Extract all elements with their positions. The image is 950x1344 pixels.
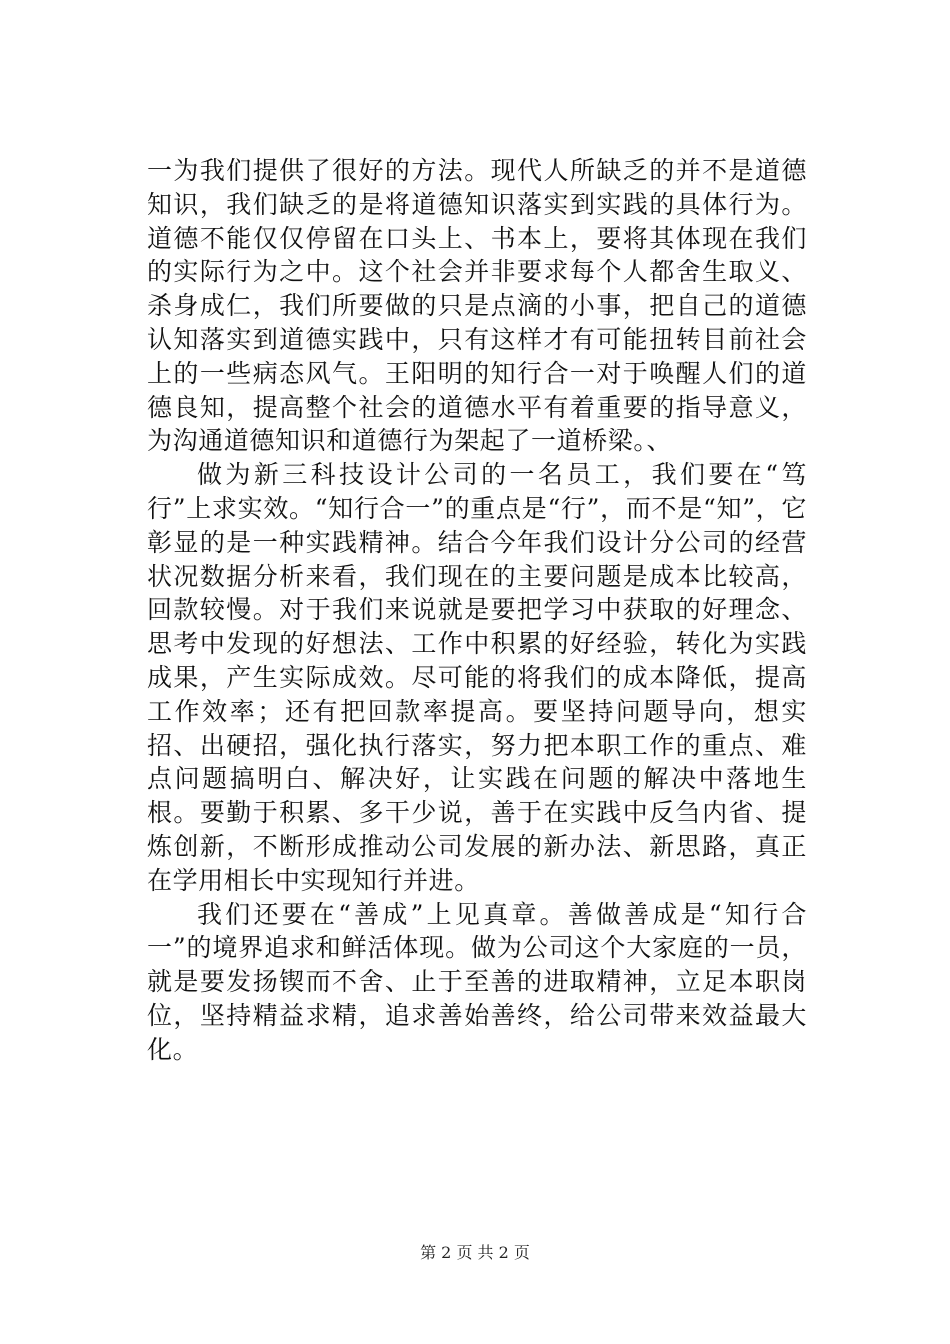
paragraph-3: 我们还要在“善成”上见真章。善做善成是“知行合一”的境界追求和鲜活体现。做为公司这个大家庭的一员，就是要发扬锲而不舍、止于至善的进取精神，立足本职岗位，坚持精益求精，追求善始善终，给公司带来效益最大化。 (147, 899, 807, 1064)
document-body (147, 154, 807, 1067)
page-number-footer: 第 2 页 共 2 页 (420, 1243, 530, 1262)
paragraph-1: 一为我们提供了很好的方法。现代人所缺乏的并不是道德知识，我们缺乏的是将道德知识落实到实践的具体行为。道德不能仅仅停留在口头上、书本上，要将其体现在我们的实际行为之中。这个社会并非要求每个人都舍生取义、杀身成仁，我们所要做的只是点滴的小事，把自己的道德认知落实到道德实践中，只有这样才有可能扭转目前社会上的一些病态风气。王阳明的知行合一对于唤醒人们的道德良知，提高整个社会的道德水平有着重要的指导意义，为沟通道德知识和道德行为架起了一道桥梁。、 (147, 156, 807, 456)
paragraph-2: 做为新三科技设计公司的一名员工，我们要在“笃行”上求实效。“知行合一”的重点是“行”，而不是“知”，它彰显的是一种实践精神。结合今年我们设计分公司的经营状况数据分析来看，我们现在的主要问题是成本比较高，回款较慢。对于我们来说就是要把学习中获取的好理念、思考中发现的好想法、工作中积累的好经验，转化为实践成果，产生实际成效。尽可能的将我们的成本降低，提高工作效率；还有把回款率提高。要坚持问题导向，想实招、出硬招，强化执行落实，努力把本职工作的重点、难点问题搞明白、解决好，让实践在问题的解决中落地生根。要勤于积累、多干少说，善于在实践中反刍内省、提炼创新，不断形成推动公司发展的新办法、新思路，真正在学用相长中实现知行并进。 (147, 460, 807, 895)
